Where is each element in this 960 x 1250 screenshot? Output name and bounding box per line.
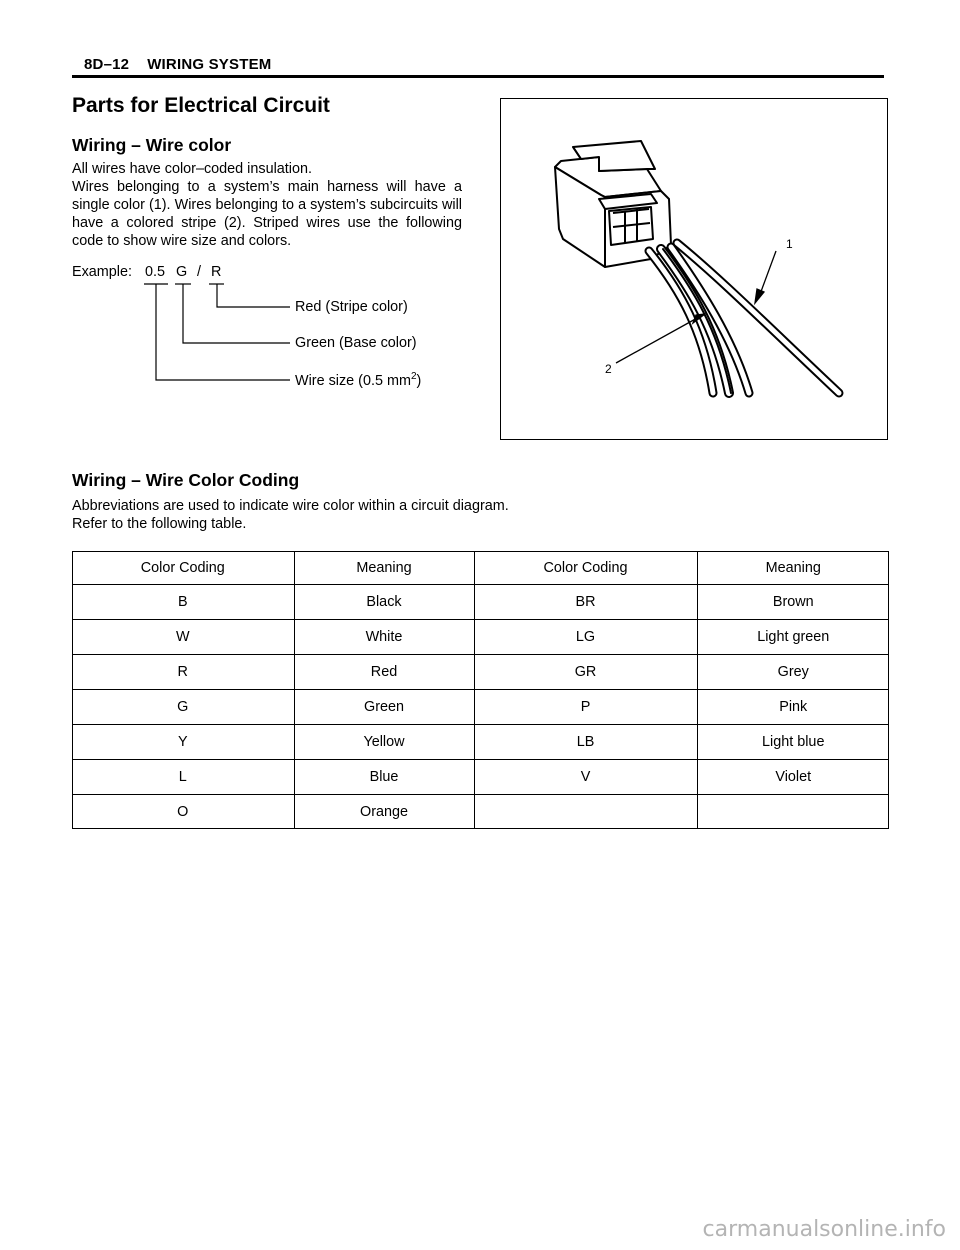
table-header: Meaning [697,551,889,585]
example-stripe: R [211,264,222,280]
table-row [72,760,889,795]
table-cell: Violet [697,760,889,795]
table-row [72,725,889,760]
table-cell [697,795,889,830]
connector-figure [500,98,888,440]
table-cell: White [294,620,474,655]
table-cell: Yellow [294,725,474,760]
example-label: Example: [72,264,132,280]
watermark: carmanualsonline.info [702,1217,946,1242]
table-cell: Light green [697,620,889,655]
table-cell: GR [474,655,697,690]
table-row [72,620,889,655]
table-cell: Light blue [697,725,889,760]
color-coding-table [72,551,889,829]
table-cell: Black [294,585,474,620]
table-cell: P [474,690,697,725]
table-cell: O [72,795,294,830]
stripe-color-desc: Red (Stripe color) [295,299,408,315]
table-cell: Y [72,725,294,760]
wire-size-desc: Wire size (0.5 $mm^2$) [295,371,422,389]
table-header-row [72,551,889,585]
color-coding-heading: Wiring – Wire Color Coding [72,470,300,490]
example-size: 0.5 [145,264,166,280]
table-row [72,655,889,690]
table-cell: V [474,760,697,795]
figure-label-2: 2 [605,362,612,376]
page-number: 8D–12 [84,56,130,73]
table-row [72,795,889,830]
table-cell: Grey [697,655,889,690]
table-cell: LB [474,725,697,760]
table-cell: Brown [697,585,889,620]
connector-illustration [501,99,887,439]
wire-color-para-2: Wires belonging to a system’s main harness will have a single color (1). Wires belonging to a system’s subcircuits will have a colored stripe (2). Striped wires use the following code to show wire size and colors. [72,179,462,249]
table-header: Meaning [294,551,474,585]
table-row [72,585,889,620]
page-title: Parts for Electrical Circuit [72,94,330,117]
table-cell: L [72,760,294,795]
wire-color-heading: Wiring – Wire color [72,135,232,155]
table-cell: R [72,655,294,690]
table-cell: LG [474,620,697,655]
section-title: WIRING SYSTEM [147,56,272,73]
example-leader-lines [0,0,500,400]
base-color-desc: Green (Base color) [295,335,417,351]
table-cell: W [72,620,294,655]
table-cell: Red [294,655,474,690]
color-coding-line-1: Abbreviations are used to indicate wire color within a circuit diagram. [72,498,509,514]
table-cell: Green [294,690,474,725]
table-cell [474,795,697,830]
table-cell: Blue [294,760,474,795]
example-base: G [176,264,188,280]
table-header: Color Coding [140,559,225,576]
wire-color-para-1: All wires have color–coded insulation. [72,161,312,177]
figure-label-1: 1 [786,237,793,251]
table-row [72,690,889,725]
table-cell: BR [474,585,697,620]
table-cell: Orange [294,795,474,830]
table-cell: G [72,690,294,725]
table-header: Color Coding [474,551,697,585]
table-cell: B [72,585,294,620]
table-cell: Pink [697,690,889,725]
color-coding-line-2: Refer to the following table. [72,516,247,532]
example-slash: / [197,264,201,280]
